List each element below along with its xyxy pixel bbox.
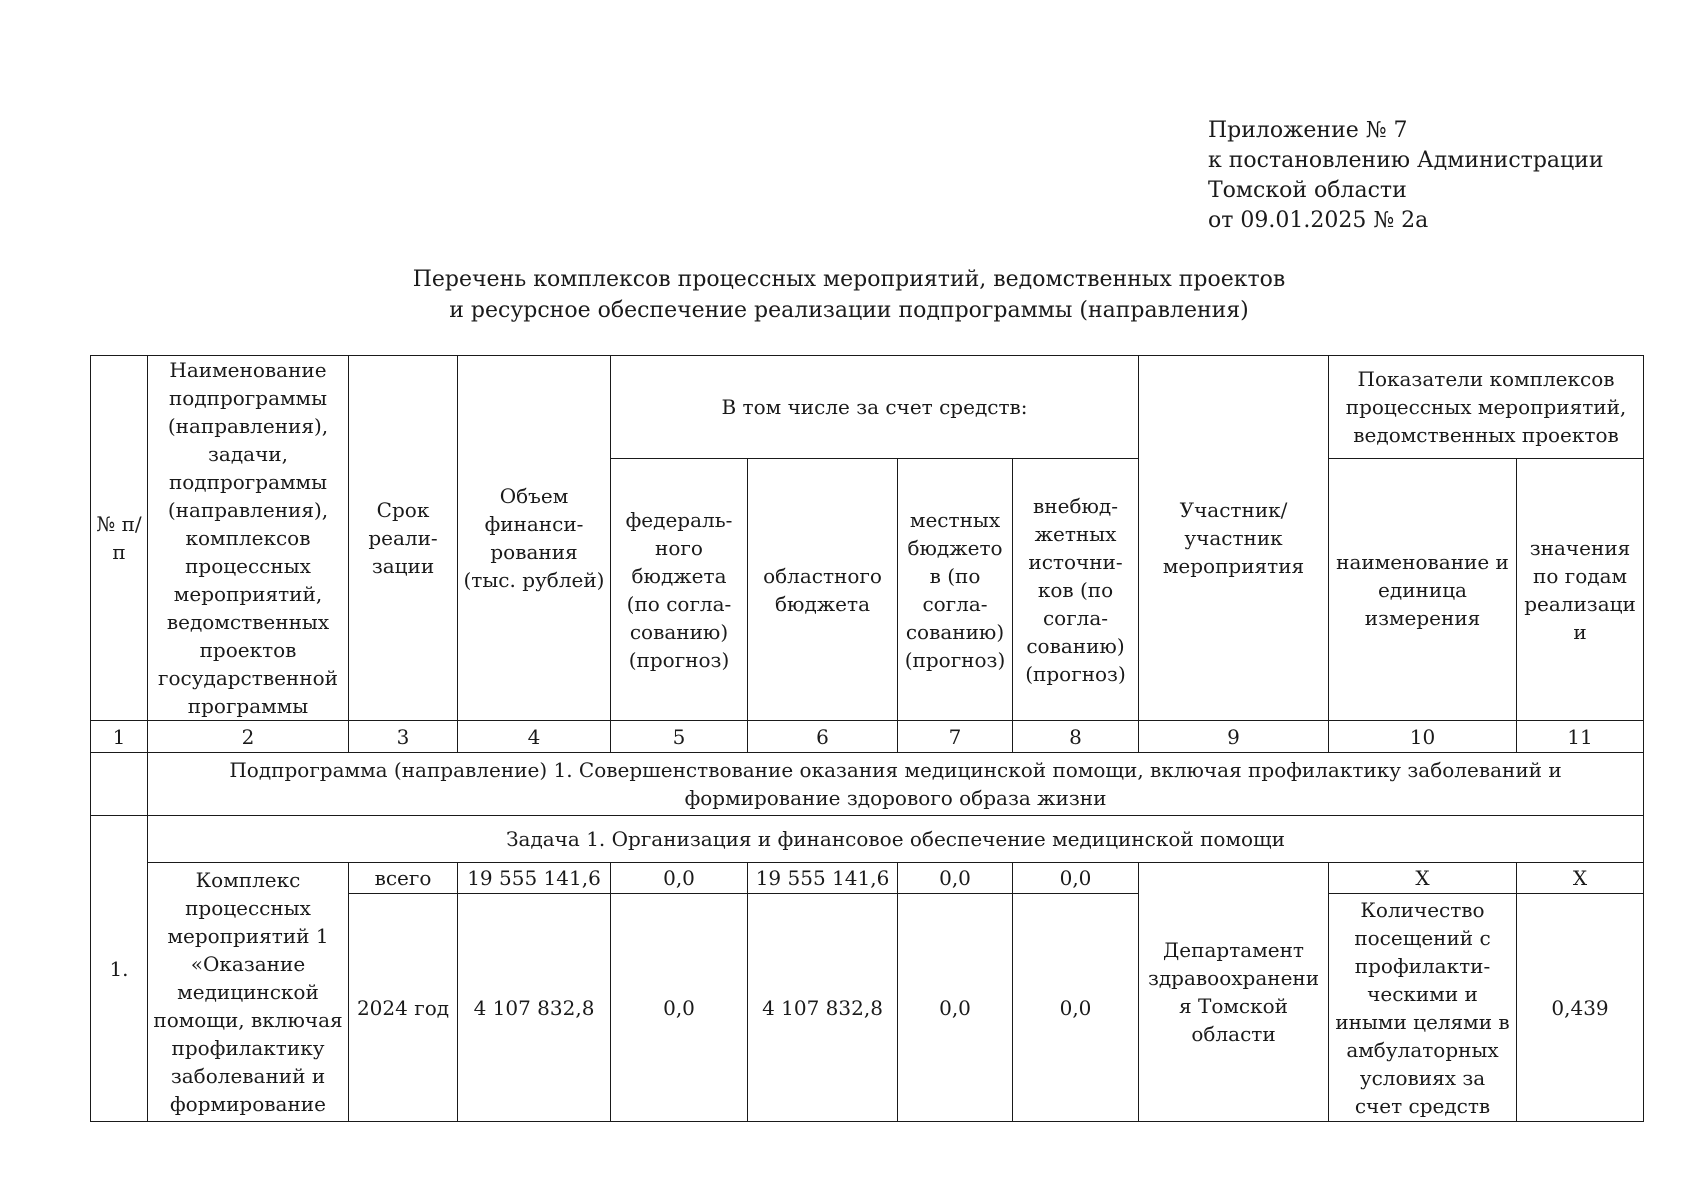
row-number: 1.	[91, 816, 148, 1122]
total-volume: 19 555 141,6	[458, 863, 611, 894]
col-number: 8	[1013, 721, 1139, 753]
appendix-block	[1208, 116, 1604, 236]
appendix-line-2: к постановлению Администрации	[1208, 148, 1604, 173]
col-number: 3	[349, 721, 458, 753]
col-number: 11	[1517, 721, 1644, 753]
col-number: 7	[898, 721, 1013, 753]
task-row	[91, 816, 1644, 863]
total-federal: 0,0	[611, 863, 748, 894]
header-num: № п/п	[91, 356, 148, 721]
subprogram-num-cell	[91, 753, 148, 816]
subprogram-row	[91, 753, 1644, 816]
appendix-line-1: Приложение № 7	[1208, 118, 1408, 143]
col-number: 2	[148, 721, 349, 753]
total-indicator-value: Х	[1517, 863, 1644, 894]
header-name: Наименование подпрограммы (направления), задачи, подпрограммы (направления), комплексов процессных мероприятий, ведомственных проектов государственной программы	[148, 356, 349, 721]
total-regional: 19 555 141,6	[748, 863, 898, 894]
participant-cell: Департамент здравоохранения Томской области	[1139, 863, 1329, 1122]
header-extra: внебюд-жетных источни-ков (по согла-сованию) (прогноз)	[1013, 459, 1139, 721]
header-indicators: Показатели комплексов процессных мероприятий, ведомственных проектов	[1329, 356, 1644, 459]
year-2024-extra: 0,0	[1013, 894, 1139, 1122]
header-local: местных бюджетов (по согла-сованию) (прогноз)	[898, 459, 1013, 721]
year-2024-volume: 4 107 832,8	[458, 894, 611, 1122]
complex-name: Комплекс процессных мероприятий 1 «Оказание медицинской помощи, включая профилактику заболеваний и формирование	[148, 863, 349, 1122]
title-line-2: и ресурсное обеспечение реализации подпрограммы (направления)	[449, 298, 1249, 323]
col-number: 1	[91, 721, 148, 753]
header-term: Срок реали-зации	[349, 356, 458, 721]
col-number: 5	[611, 721, 748, 753]
programs-table	[90, 355, 1644, 1122]
year-2024-federal: 0,0	[611, 894, 748, 1122]
document-title	[0, 264, 1698, 326]
total-extra: 0,0	[1013, 863, 1139, 894]
total-local: 0,0	[898, 863, 1013, 894]
header-volume: Объем финанси-рования (тыс. рублей)	[458, 356, 611, 721]
header-participant: Участник/ участник мероприятия	[1139, 356, 1329, 721]
column-numbers-row	[91, 721, 1644, 753]
col-number: 6	[748, 721, 898, 753]
header-row-1	[91, 356, 1644, 459]
total-term: всего	[349, 863, 458, 894]
col-number: 10	[1329, 721, 1517, 753]
header-indicator-values: значения по годам реализации	[1517, 459, 1644, 721]
task-title: Задача 1. Организация и финансовое обеспечение медицинской помощи	[148, 816, 1644, 863]
title-line-1: Перечень комплексов процессных мероприятий, ведомственных проектов	[412, 267, 1286, 292]
appendix-line-4: от 09.01.2025 № 2а	[1208, 208, 1429, 233]
subprogram-title: Подпрограмма (направление) 1. Совершенствование оказания медицинской помощи, включая профилактику заболеваний и формирование здорового образа жизни	[148, 753, 1644, 816]
total-row	[91, 863, 1644, 894]
header-including: В том числе за счет средств:	[611, 356, 1139, 459]
total-indicator-name: Х	[1329, 863, 1517, 894]
year-2024-regional: 4 107 832,8	[748, 894, 898, 1122]
appendix-line-3: Томской области	[1208, 178, 1407, 203]
header-federal: федераль-ного бюджета (по согла-сованию) (прогноз)	[611, 459, 748, 721]
year-2024-local: 0,0	[898, 894, 1013, 1122]
year-2024-term: 2024 год	[349, 894, 458, 1122]
year-2024-indicator-value: 0,439	[1517, 894, 1644, 1122]
year-2024-indicator-name: Количество посещений с профилакти-ческими и иными целями в амбулаторных условиях за счет средств	[1329, 894, 1517, 1122]
col-number: 9	[1139, 721, 1329, 753]
header-indicator-name: наименование и единица измерения	[1329, 459, 1517, 721]
col-number: 4	[458, 721, 611, 753]
header-regional: областного бюджета	[748, 459, 898, 721]
